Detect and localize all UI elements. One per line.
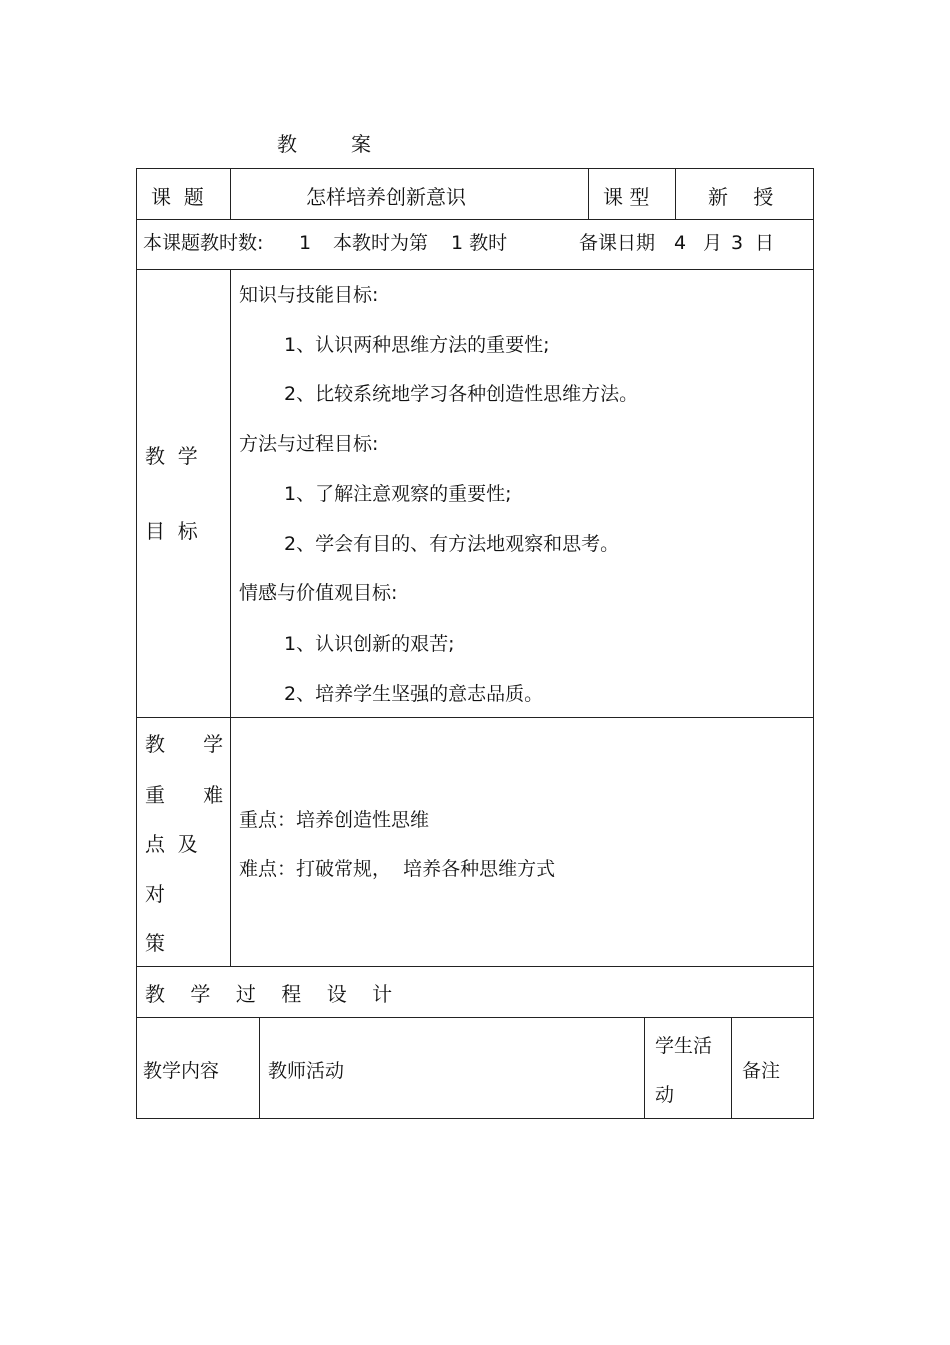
type-label: 课 型 <box>603 185 650 209</box>
col-header-content: 教学内容 <box>143 1060 220 1082</box>
objective-heading: 方法与过程目标: <box>239 433 379 455</box>
date-month-unit: 月 <box>703 232 723 254</box>
topic-label: 课 题 <box>151 185 204 209</box>
objective-heading: 知识与技能目标: <box>239 284 379 306</box>
date-day: 3 <box>731 232 744 254</box>
row-divider <box>136 1017 814 1018</box>
row-divider <box>136 717 814 718</box>
objective-item: 2、学会有目的、有方法地观察和思考。 <box>284 533 620 555</box>
row-divider <box>136 219 814 220</box>
col-header-teacher: 教师活动 <box>268 1060 345 1082</box>
col-divider <box>230 168 231 219</box>
date-day-unit: 日 <box>755 232 775 254</box>
keypoints-label-line: 教 学 <box>145 732 224 756</box>
col-divider <box>230 269 231 967</box>
col-divider <box>731 1017 732 1119</box>
keypoints-label-line: 点 及 <box>145 832 198 856</box>
col-header-notes: 备注 <box>742 1060 781 1082</box>
col-divider <box>588 168 589 219</box>
objective-item: 2、比较系统地学习各种创造性思维方法。 <box>284 383 639 405</box>
row-divider <box>136 966 814 967</box>
hours-value: 1 <box>299 232 312 254</box>
date-month: 4 <box>674 232 687 254</box>
process-heading: 教 学 过 程 设 计 <box>145 982 393 1006</box>
col-divider <box>259 1017 260 1119</box>
topic-value: 怎样培养创新意识 <box>306 185 466 209</box>
title-char-2: 案 <box>351 132 371 156</box>
keypoints-label-line: 策 <box>145 931 165 955</box>
objective-item: 1、认识两种思维方法的重要性; <box>284 334 550 356</box>
lesson-label: 本教时为第 <box>333 232 429 254</box>
col-divider <box>675 168 676 219</box>
hours-label: 本课题教时数: <box>143 232 264 254</box>
lesson-value: 1 教时 <box>451 232 508 254</box>
date-label: 备课日期 <box>579 232 656 254</box>
objectives-label-line1: 教 学 <box>145 444 198 468</box>
objective-item: 2、培养学生坚强的意志品质。 <box>284 683 544 705</box>
difficulty-point: 难点：打破常规， 培养各种思维方式 <box>239 858 556 880</box>
col-divider <box>644 1017 645 1119</box>
objective-item: 1、了解注意观察的重要性; <box>284 483 512 505</box>
keypoints-label-line: 重 难 <box>145 783 224 807</box>
document-title <box>277 128 371 157</box>
objective-heading: 情感与价值观目标: <box>239 582 398 604</box>
title-char-1: 教 <box>277 132 297 156</box>
objectives-label-line2: 目 标 <box>145 519 198 543</box>
row-divider <box>136 269 814 270</box>
keypoints-label-line: 对 <box>145 882 165 906</box>
objective-item: 1、认识创新的艰苦; <box>284 633 455 655</box>
focus-point: 重点：培养创造性思维 <box>239 809 430 831</box>
col-header-student-line1: 学生活 <box>655 1035 713 1057</box>
type-value: 新 授 <box>708 185 774 209</box>
col-header-student-line2: 动 <box>655 1084 675 1106</box>
lesson-plan-table <box>136 168 814 1119</box>
